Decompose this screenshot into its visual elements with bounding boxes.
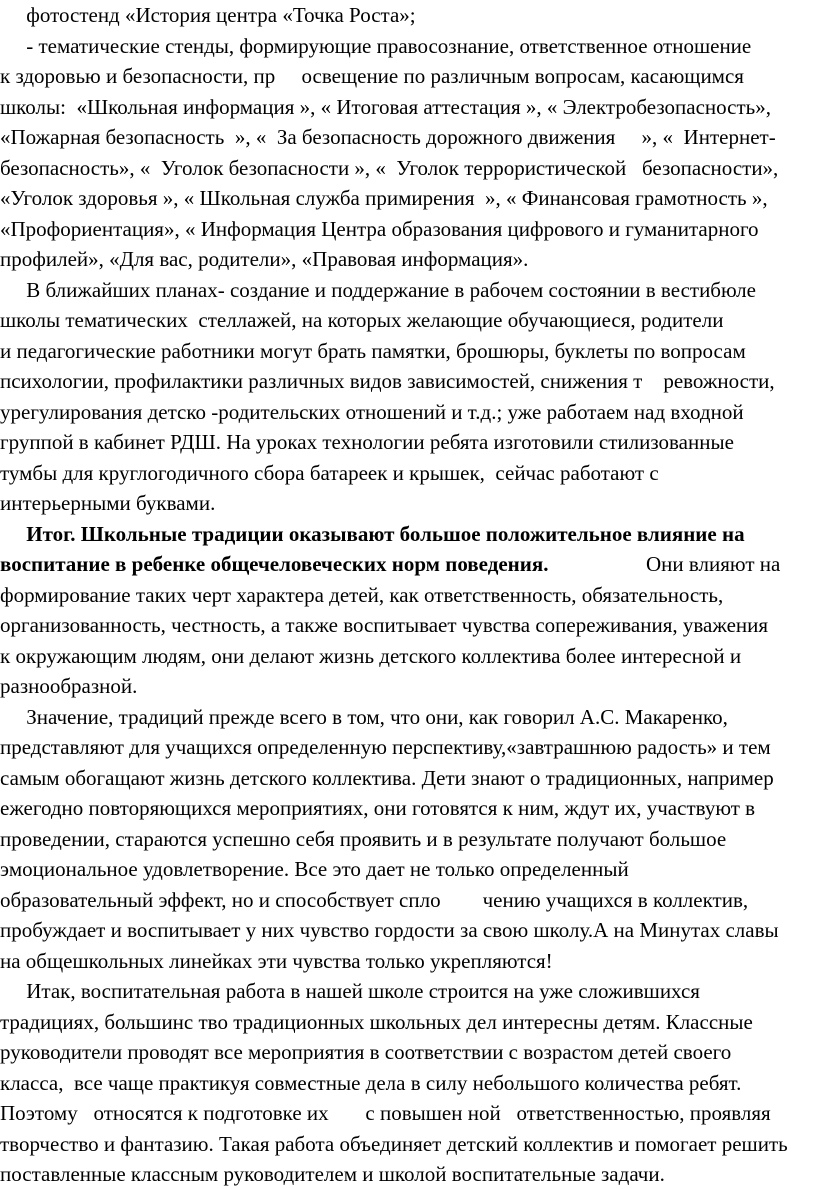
text-line: Итак, воспитательная работа в нашей школе строится на уже сложившихся	[0, 979, 700, 1003]
inline-text: Они влияют на	[646, 552, 781, 576]
text-line: организованность, честность, а также воспитывает чувства сопереживания, уважения	[0, 613, 769, 637]
text-line: образовательный эффект, но и способствует спло чению учащихся в коллектив,	[0, 888, 749, 912]
text-line: ежегодно повторяющихся мероприятиях, они готовятся к ним, ждут их, участвуют в	[0, 796, 756, 820]
text-line: творчество и фантазию. Такая работа объединяет детский коллектив и помогает решить	[0, 1132, 788, 1156]
text-line: к окружающим людям, они делают жизнь детского коллектива более интересной и	[0, 644, 742, 668]
text-line: представляют для учащихся определенную перспективу,«завтрашнюю радость» и тем	[0, 735, 771, 759]
text-line: и педагогические работники могут брать памятки, брошюры, буклеты по вопросам	[0, 339, 746, 363]
bold-summary-line: воспитание в ребенке общечеловеческих норм поведения.	[0, 552, 549, 576]
text-line: Значение, традиций прежде всего в том, что они, как говорил А.С. Макаренко,	[0, 705, 728, 729]
text-line: на общешкольных линейках эти чувства только укрепляются!	[0, 949, 553, 973]
text-line: школы тематических стеллажей, на которых желающие обучающиеся, родители	[0, 308, 724, 332]
text-line: школы: «Школьная информация », « Итоговая аттестация », « Электробезопасность»,	[0, 95, 771, 119]
bold-summary-line: Итог. Школьные традиции оказывают большое положительное влияние на	[0, 522, 745, 546]
text-line: формирование таких черт характера детей, как ответственность, обязательность,	[0, 583, 724, 607]
text-line: В ближайших планах- создание и поддержание в рабочем состоянии в вестибюле	[0, 278, 756, 302]
text-line: проведении, стараются успешно себя проявить и в результате получают большое	[0, 827, 727, 851]
text-line: психологии, профилактики различных видов зависимостей, снижения т ревожности,	[0, 369, 775, 393]
text-line: «Профориентация», « Информация Центра образования цифрового и гуманитарного	[0, 217, 759, 241]
text-line: - тематические стенды, формирующие правосознание, ответственное отношение	[0, 34, 752, 58]
text-line: урегулирования детско -родительских отношений и т.д.; уже работаем над входной	[0, 400, 744, 424]
text-line: профилей», «Для вас, родители», «Правовая информация».	[0, 247, 529, 271]
text-line: руководители проводят все мероприятия в соответствии с возрастом детей своего	[0, 1040, 732, 1064]
text-line: интерьерными буквами.	[0, 491, 216, 515]
text-line: фотостенд «История центра «Точка Роста»;	[0, 3, 416, 27]
text-line: группой в кабинет РДШ. На уроках технологии ребята изготовили стилизованные	[0, 430, 734, 454]
text-line: безопасность», « Уголок безопасности », « Уголок террористической безопасности»,	[0, 156, 779, 180]
text-line: традициях, большинс тво традиционных школьных дел интересны детям. Классные	[0, 1010, 753, 1034]
text-line: класса, все чаще практикуя совместные дела в силу небольшого количества ребят.	[0, 1071, 742, 1095]
text-line: «Уголок здоровья », « Школьная служба примирения », « Финансовая грамотность »,	[0, 186, 768, 210]
text-line: тумбы для круглогодичного сбора батареек и крышек, сейчас работают с	[0, 461, 659, 485]
text-line: самым обогащают жизнь детского коллектива. Дети знают о традиционных, например	[0, 766, 774, 790]
text-line: пробуждает и воспитывает у них чувство гордости за свою школу.А на Минутах славы	[0, 918, 779, 942]
text-line: Поэтому относятся к подготовке их с повышен ной ответственностью, проявляя	[0, 1101, 771, 1125]
text-line: «Пожарная безопасность », « За безопасность дорожного движения », « Интернет-	[0, 125, 776, 149]
text-line: эмоциональное удовлетворение. Все это дает не только определенный	[0, 857, 629, 881]
text-line: разнообразной.	[0, 674, 138, 698]
text-line: поставленные классным руководителем и школой воспитательные задачи.	[0, 1162, 665, 1186]
text-line: к здоровью и безопасности, пр освещение по различным вопросам, касающимся	[0, 64, 744, 88]
